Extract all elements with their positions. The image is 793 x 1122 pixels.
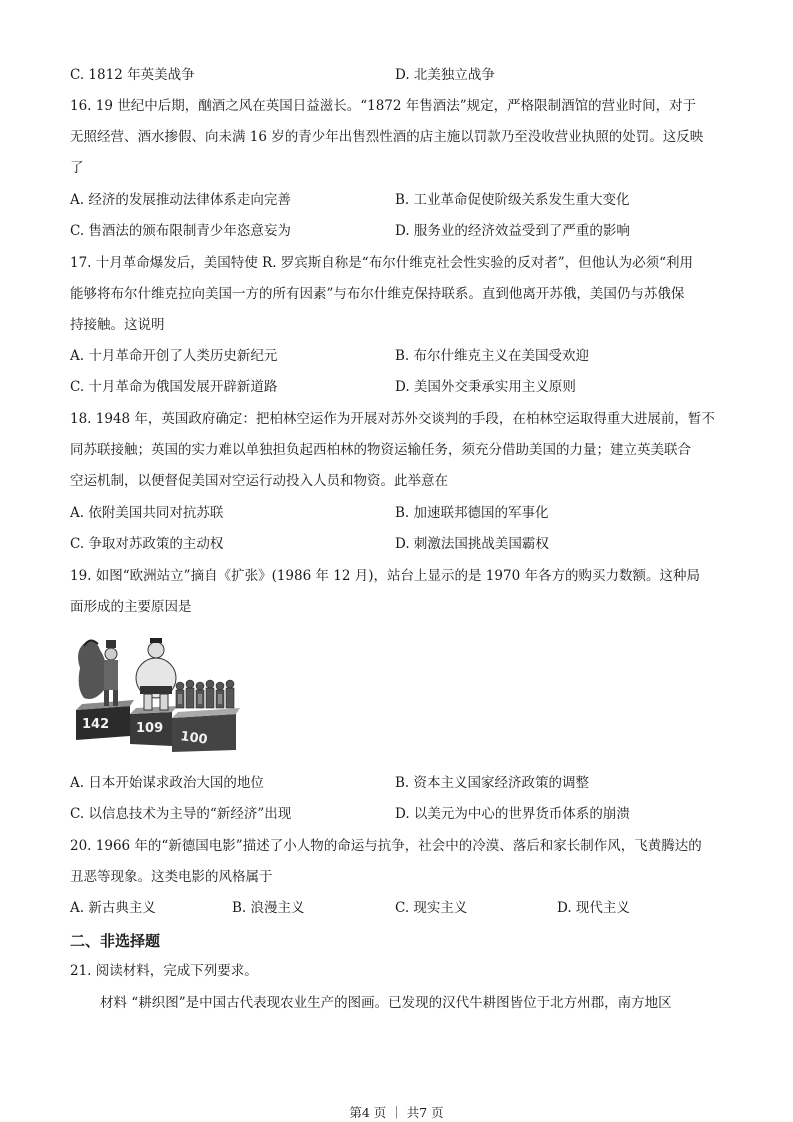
podium-number-142: 142 xyxy=(82,717,110,732)
q16-option-c: C. 售酒法的颁布限制青少年恣意妄为 xyxy=(70,223,291,239)
q21-stem: 21. 阅读材料，完成下列要求。 xyxy=(70,963,258,979)
q17-option-a: A. 十月革命开创了人类历史新纪元 xyxy=(70,348,278,364)
q16-stem-line-1: 16. 19 世纪中后期，酗酒之风在英国日益滋长。“1872 年售酒法”规定，严格限制酒馆的营业时间，对于 xyxy=(70,98,697,114)
podium-number-100: 100 xyxy=(179,729,209,748)
q19-option-b: B. 资本主义国家经济政策的调整 xyxy=(395,775,590,791)
q18-stem-line-3: 空运机制，以便督促美国对空运行动投入人员和物资。此举意在 xyxy=(70,473,448,489)
podium-number-109: 109 xyxy=(136,721,164,736)
q19-stem-line-2: 面形成的主要原因是 xyxy=(70,599,192,615)
q16-option-b: B. 工业革命促使阶级关系发生重大变化 xyxy=(395,192,630,208)
q19-option-a: A. 日本开始谋求政治大国的地位 xyxy=(70,775,264,791)
q17-option-c: C. 十月革命为俄国发展开辟新道路 xyxy=(70,379,278,395)
q19-stem-line-1: 19. 如图“欧洲站立”摘自《扩张》(1986 年 12 月)，站台上显示的是 1970 年各方的购买力数额。这种局 xyxy=(70,568,700,584)
q16-stem-line-3: 了 xyxy=(70,160,84,176)
q16-option-a: A. 经济的发展推动法律体系走向完善 xyxy=(70,192,291,208)
q18-option-a: A. 依附美国共同对抗苏联 xyxy=(70,505,224,521)
q18-option-c: C. 争取对苏政策的主动权 xyxy=(70,536,224,552)
europe-standing-cartoon xyxy=(70,628,242,758)
q18-stem-line-1: 18. 1948 年，英国政府确定：把柏林空运作为开展对苏外交谈判的手段，在柏林空运取得重大进展前，暂不 xyxy=(70,411,715,427)
q16-stem-line-2: 无照经营、酒水掺假、向未满 16 岁的青少年出售烈性酒的店主施以罚款乃至没收营业执照的处罚。这反映 xyxy=(70,129,704,145)
q18-option-d: D. 刺激法国挑战美国霸权 xyxy=(395,536,549,552)
q20-stem-line-2: 丑恶等现象。这类电影的风格属于 xyxy=(70,869,273,885)
q17-stem-line-2: 能够将布尔什维克拉向美国一方的所有因素”与布尔什维克保持联系。直到他离开苏俄，美国仍与苏俄保 xyxy=(70,286,685,302)
q19-option-d: D. 以美元为中心的世界货币体系的崩溃 xyxy=(395,806,630,822)
q20-stem-line-1: 20. 1966 年的“新德国电影”描述了小人物的命运与抗争，社会中的冷漠、落后和家长制作风，飞黄腾达的 xyxy=(70,838,702,854)
q17-stem-line-3: 持接触。这说明 xyxy=(70,317,165,333)
q17-option-d: D. 美国外交秉承实用主义原则 xyxy=(395,379,576,395)
q15-option-d: D. 北美独立战争 xyxy=(395,67,495,83)
page-footer: 第4 页 ｜ 共7 页 xyxy=(349,1105,444,1120)
section-heading-non-choice: 二、非选择题 xyxy=(70,932,161,950)
q21-material-text: 材料 “耕织图”是中国古代表现农业生产的图画。已发现的汉代牛耕图皆位于北方州郡，南方地区 xyxy=(100,995,672,1011)
q18-option-b: B. 加速联邦德国的军事化 xyxy=(395,505,549,521)
q16-option-d: D. 服务业的经济效益受到了严重的影响 xyxy=(395,223,630,239)
q19-option-c: C. 以信息技术为主导的“新经济”出现 xyxy=(70,806,292,822)
q20-option-c: C. 现实主义 xyxy=(395,900,468,916)
q20-option-a: A. 新古典主义 xyxy=(70,900,156,916)
q15-option-c: C. 1812 年英美战争 xyxy=(70,67,195,83)
q18-stem-line-2: 同苏联接触；英国的实力难以单独担负起西柏林的物资运输任务，须充分借助美国的力量；建立英美联合 xyxy=(70,442,691,458)
q17-option-b: B. 布尔什维克主义在美国受欢迎 xyxy=(395,348,590,364)
q20-option-d: D. 现代主义 xyxy=(557,900,630,916)
q17-stem-line-1: 17. 十月革命爆发后，美国特使 R. 罗宾斯自称是“布尔什维克社会性实验的反对者”，但他认为必须“利用 xyxy=(70,255,694,271)
q20-option-b: B. 浪漫主义 xyxy=(232,900,305,916)
